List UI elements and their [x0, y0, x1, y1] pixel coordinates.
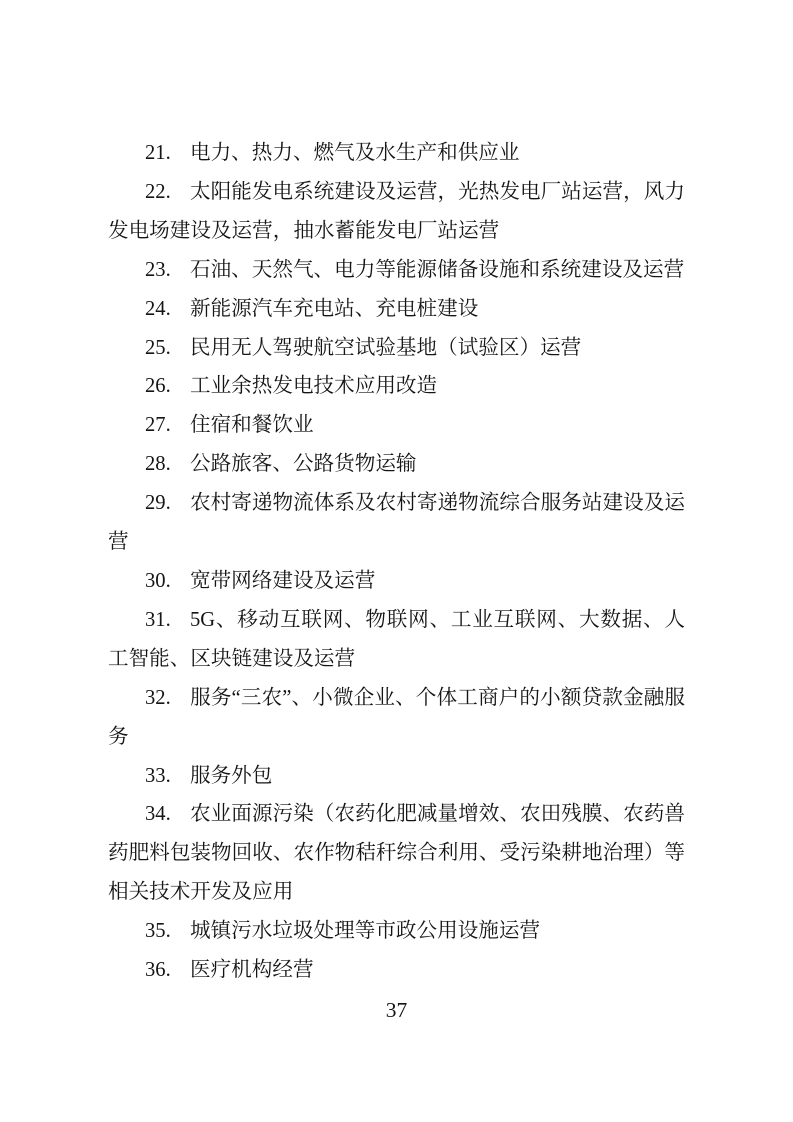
item-number: 31.	[145, 608, 171, 631]
list-item	[108, 329, 685, 368]
list-item	[108, 562, 685, 601]
list-item	[108, 134, 685, 173]
item-text: 城镇污水垃圾处理等市政公用设施运营	[190, 920, 541, 943]
item-text: 农业面源污染（农药化肥减量增效、农田残膜、农药兽药肥料包装物回收、农作物秸秆综合利用、受污染耕地治理）等相关技术开发及应用	[108, 803, 685, 904]
item-text: 服务“三农”、小微企业、个体工商户的小额贷款金融服务	[108, 686, 685, 748]
list-section	[108, 134, 685, 990]
item-text: 医疗机构经营	[190, 959, 314, 982]
list-item	[108, 484, 685, 562]
item-number: 28.	[145, 453, 171, 476]
item-text: 住宿和餐饮业	[190, 414, 314, 437]
item-text: 民用无人驾驶航空试验基地（试验区）运营	[190, 336, 582, 359]
item-number: 24.	[145, 297, 171, 320]
item-text: 公路旅客、公路货物运输	[190, 453, 417, 476]
item-number: 25.	[145, 336, 171, 359]
item-text: 5G、移动互联网、物联网、工业互联网、大数据、人工智能、区块链建设及运营	[108, 608, 685, 670]
item-number: 23.	[145, 258, 171, 281]
item-text: 电力、热力、燃气及水生产和供应业	[190, 142, 520, 164]
item-text: 石油、天然气、电力等能源储备设施和系统建设及运营	[190, 258, 685, 281]
list-item	[108, 679, 685, 757]
list-item	[108, 757, 685, 796]
list-item	[108, 367, 685, 406]
list-item	[108, 951, 685, 990]
list-item	[108, 251, 685, 290]
item-number: 32.	[145, 686, 171, 709]
list-item	[108, 290, 685, 329]
list-item	[108, 795, 685, 912]
item-number: 27.	[145, 414, 171, 437]
item-number: 26.	[145, 375, 171, 398]
item-number: 34.	[145, 803, 171, 826]
item-text: 服务外包	[190, 764, 273, 787]
item-number: 36.	[145, 959, 171, 982]
item-number: 33.	[145, 764, 171, 787]
page-number: 37	[385, 998, 408, 1022]
list-item	[108, 406, 685, 445]
item-text: 太阳能发电系统建设及运营，光热发电厂站运营，风力发电场建设及运营，抽水蓄能发电厂站运营	[108, 180, 685, 242]
item-number: 22.	[145, 180, 171, 203]
list-item	[108, 912, 685, 951]
item-text: 宽带网络建设及运营	[190, 569, 376, 592]
item-number: 21.	[145, 142, 171, 164]
item-text: 工业余热发电技术应用改造	[190, 375, 438, 398]
item-number: 29.	[145, 492, 171, 515]
item-number: 30.	[145, 569, 171, 592]
list-item	[108, 601, 685, 679]
item-text: 新能源汽车充电站、充电桩建设	[190, 297, 479, 320]
item-text: 农村寄递物流体系及农村寄递物流综合服务站建设及运营	[108, 492, 685, 554]
list-item	[108, 173, 685, 251]
item-number: 35.	[145, 920, 171, 943]
list-item	[108, 445, 685, 484]
